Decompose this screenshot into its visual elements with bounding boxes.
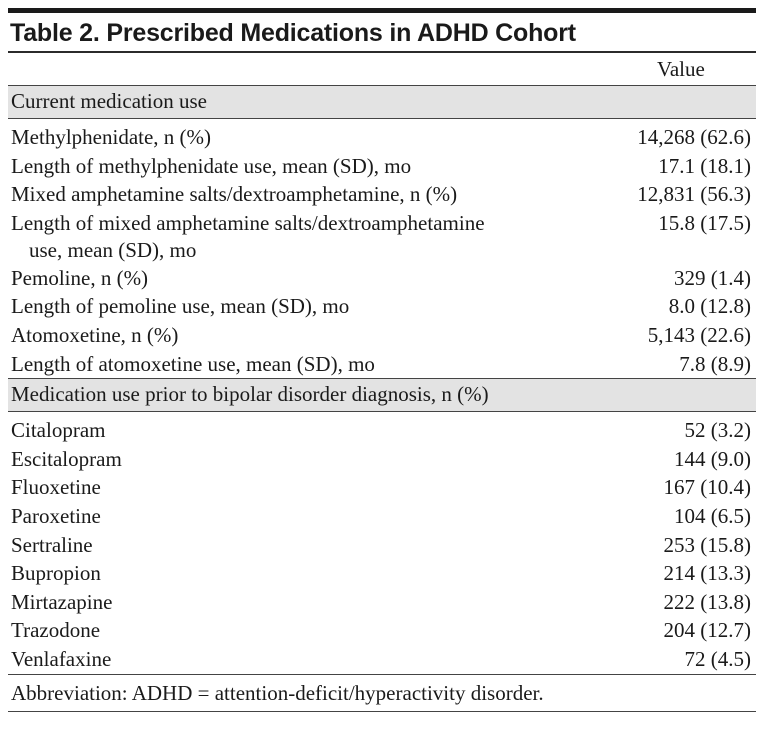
row-value: 222 (13.8): [663, 589, 751, 614]
table-row: [8, 180, 756, 209]
row-label: Citalopram: [11, 418, 106, 443]
row-label: Mirtazapine: [11, 589, 113, 614]
row-value: 104 (6.5): [674, 503, 751, 528]
table-row: [8, 152, 756, 181]
row-label-line1: Length of mixed amphetamine salts/dextroamphetamine: [11, 210, 485, 235]
row-value: 8.0 (12.8): [668, 294, 751, 319]
table-row: [8, 123, 756, 152]
table-row: [8, 473, 756, 502]
row-label: Sertraline: [11, 532, 93, 557]
row-value: 15.8 (17.5): [658, 210, 751, 235]
section-rows-current: [8, 119, 756, 378]
row-value: 5,143 (22.6): [647, 322, 751, 347]
medication-table: [8, 8, 756, 712]
column-header-value: Value: [657, 57, 705, 81]
row-label: Venlafaxine: [11, 646, 112, 671]
row-value: 144 (9.0): [674, 446, 751, 471]
table-footnote: Abbreviation: ADHD = attention-deficit/hyperactivity disorder.: [11, 680, 544, 705]
section-heading-prior: Medication use prior to bipolar disorder diagnosis, n (%): [8, 379, 756, 411]
row-value: 253 (15.8): [663, 532, 751, 557]
table-row: [8, 292, 756, 321]
row-value: 329 (1.4): [674, 265, 751, 290]
row-label-line2: use, mean (SD), mo: [29, 237, 197, 262]
row-value: 7.8 (8.9): [679, 351, 751, 376]
row-value: 14,268 (62.6): [637, 125, 751, 149]
row-value: 52 (3.2): [684, 418, 751, 443]
table-row: [8, 350, 756, 379]
table-row: [8, 616, 756, 645]
table-row: [8, 588, 756, 617]
row-value: 17.1 (18.1): [658, 153, 751, 178]
table-row: [8, 531, 756, 560]
section-heading-current: Current medication use: [8, 86, 756, 118]
row-label: Fluoxetine: [11, 475, 101, 500]
row-label: [11, 210, 611, 264]
section-rows-prior: [8, 412, 756, 673]
row-label: Length of methylphenidate use, mean (SD), mo: [11, 153, 412, 178]
table-row: [8, 645, 756, 674]
table-row: [8, 264, 756, 293]
row-label: Length of atomoxetine use, mean (SD), mo: [11, 351, 375, 376]
table-row: [8, 445, 756, 474]
row-label: Pemoline, n (%): [11, 265, 149, 290]
column-header-row: [8, 53, 756, 85]
table-row: [8, 559, 756, 588]
row-value: 12,831 (56.3): [637, 182, 751, 207]
row-label: Trazodone: [11, 618, 101, 643]
table-row: [8, 209, 756, 264]
row-value: 167 (10.4): [663, 475, 751, 500]
row-label: Escitalopram: [11, 446, 122, 471]
table-row: [8, 416, 756, 445]
table-bottom-rule: [8, 711, 756, 712]
table-title: Table 2. Prescribed Medications in ADHD Cohort: [10, 19, 576, 47]
row-value: 214 (13.3): [663, 561, 751, 586]
row-label: Methylphenidate, n (%): [11, 125, 212, 149]
table-row: [8, 321, 756, 350]
row-value: 72 (4.5): [684, 646, 751, 671]
table-row: [8, 502, 756, 531]
row-label: Bupropion: [11, 561, 101, 586]
row-value: 204 (12.7): [663, 618, 751, 643]
row-label: Paroxetine: [11, 503, 101, 528]
row-label: Length of pemoline use, mean (SD), mo: [11, 294, 350, 319]
row-label: Atomoxetine, n (%): [11, 322, 179, 347]
row-label: Mixed amphetamine salts/dextroamphetamine, n (%): [11, 182, 458, 207]
